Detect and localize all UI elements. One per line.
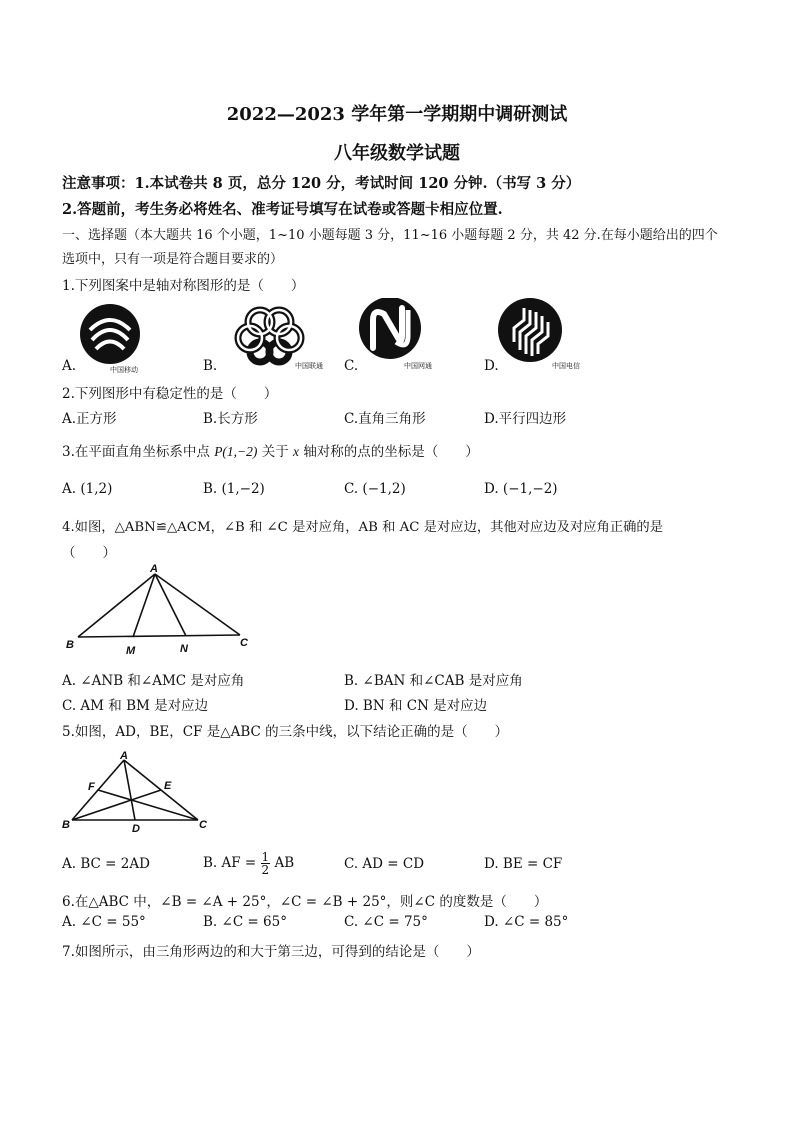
q5-label-a: A xyxy=(120,750,128,762)
q4-option-a: A. ∠ANB 和∠AMC 是对应角 xyxy=(62,673,245,689)
q4-segment-ac xyxy=(155,574,240,635)
q3-stem-part-2: 关于 xyxy=(261,444,289,460)
q1-option-c-letter: C. xyxy=(344,358,359,374)
q3-stem-part-3: 轴对称的点的坐标是（ ） xyxy=(303,444,479,460)
q5-label-f: F xyxy=(88,781,95,793)
q2-option-b: B.长方形 xyxy=(203,411,258,427)
q4-option-d: D. BN 和 CN 是对应边 xyxy=(344,698,488,714)
q5-option-d: D. BE = CF xyxy=(484,856,563,872)
q5-median-ad xyxy=(124,760,135,820)
china-telecom-caption: 中国电信 xyxy=(552,363,580,370)
q3-point: P(1,−2) xyxy=(214,444,258,459)
q5-option-b-fraction xyxy=(261,851,271,876)
q4-label-a: A xyxy=(150,563,158,575)
q5-triangle-figure xyxy=(58,748,218,838)
section-intro-2: 选项中，只有一项是符合题目要求的） xyxy=(62,252,284,267)
q5-label-b: B xyxy=(62,819,70,831)
q5-option-b xyxy=(203,848,294,878)
q4-segment-an xyxy=(155,574,186,636)
q1-option-a-letter: A. xyxy=(62,358,77,374)
q5-stem: 5.如图，AD，BE，CF 是△ABC 的三条中线，以下结论正确的是（ ） xyxy=(62,724,509,740)
q4-option-c: C. AM 和 BM 是对应边 xyxy=(62,698,209,714)
q3-stem-part-1: 3.在平面直角坐标系中点 xyxy=(62,444,210,460)
q4-label-b: B xyxy=(66,639,74,651)
q4-segment-bc xyxy=(78,635,240,637)
q6-option-a: A. ∠C = 55° xyxy=(62,914,146,930)
q1-option-b-letter: B. xyxy=(203,358,218,374)
china-netcom-caption: 中国网通 xyxy=(404,363,432,370)
china-netcom-logo-icon xyxy=(356,298,436,374)
exam-subtitle: 八年级数学试题 xyxy=(334,143,460,164)
q5-option-b-suffix: AB xyxy=(274,855,295,871)
q6-option-b: B. ∠C = 65° xyxy=(203,914,287,930)
q5-option-b-numerator: 1 xyxy=(261,850,270,864)
q4-triangle-figure xyxy=(60,562,260,662)
exam-title: 2022—2023 学年第一学期期中调研测试 xyxy=(226,104,568,125)
q5-option-b-prefix: B. AF = xyxy=(203,855,257,871)
q6-option-c: C. ∠C = 75° xyxy=(344,914,428,930)
q1-stem: 1.下列图案中是轴对称图形的是（ ） xyxy=(62,278,305,294)
notes-line-2: 2.答题前，考生务必将姓名、准考证号填写在试卷或答题卡相应位置. xyxy=(62,201,503,218)
q6-stem: 6.在△ABC 中，∠B = ∠A + 25°，∠C = ∠B + 25°，则∠C 的度数是（ ） xyxy=(62,894,548,910)
section-intro-1: 一、选择题（本大题共 16 个小题，1~10 小题每题 3 分，11~16 小题每题 2 分，共 42 分.在每小题给出的四个 xyxy=(62,228,718,243)
q4-stem-line-2: （ ） xyxy=(62,545,116,561)
q4-stem-line-1: 4.如图，△ABN≌△ACM，∠B 和 ∠C 是对应角，AB 和 AC 是对应边，其他对应边及对应角正确的是 xyxy=(62,520,664,535)
china-unicom-logo-icon xyxy=(215,300,335,374)
q2-stem: 2.下列图形中有稳定性的是（ ） xyxy=(62,386,278,402)
q3-option-a: A. (1,2) xyxy=(62,481,113,497)
q5-label-d: D xyxy=(132,823,140,835)
notes-line-1: 注意事项：1.本试卷共 8 页，总分 120 分，考试时间 120 分钟.（书写 3 分） xyxy=(62,175,581,192)
q5-option-b-denominator: 2 xyxy=(261,863,270,877)
q2-option-d: D.平行四边形 xyxy=(484,411,567,427)
q5-option-a: A. BC = 2AD xyxy=(62,856,150,872)
q4-label-n: N xyxy=(180,643,188,655)
q6-option-d: D. ∠C = 85° xyxy=(484,914,569,930)
china-mobile-logo-icon xyxy=(76,302,156,374)
china-telecom-logo-icon xyxy=(496,298,596,374)
q4-label-c: C xyxy=(240,637,248,649)
q1-option-d-letter: D. xyxy=(484,358,499,374)
q3-option-b: B. (1,−2) xyxy=(203,481,265,497)
q3-stem xyxy=(62,440,479,460)
q7-stem: 7.如图所示，由三角形两边的和大于第三边，可得到的结论是（ ） xyxy=(62,944,480,960)
q2-option-a: A.正方形 xyxy=(62,411,117,427)
q4-option-b: B. ∠BAN 和∠CAB 是对应角 xyxy=(344,673,523,689)
q5-label-c: C xyxy=(199,819,207,831)
china-unicom-caption: 中国联通 xyxy=(295,363,323,370)
q3-option-c: C. (−1,2) xyxy=(344,481,406,497)
q3-option-d: D. (−1,−2) xyxy=(484,481,558,497)
q5-label-e: E xyxy=(164,780,172,792)
china-mobile-caption: 中国移动 xyxy=(110,367,138,374)
q3-axis: x xyxy=(293,444,300,459)
q5-option-c: C. AD = CD xyxy=(344,856,425,872)
q2-option-c: C.直角三角形 xyxy=(344,411,426,427)
q4-label-m: M xyxy=(126,645,136,657)
